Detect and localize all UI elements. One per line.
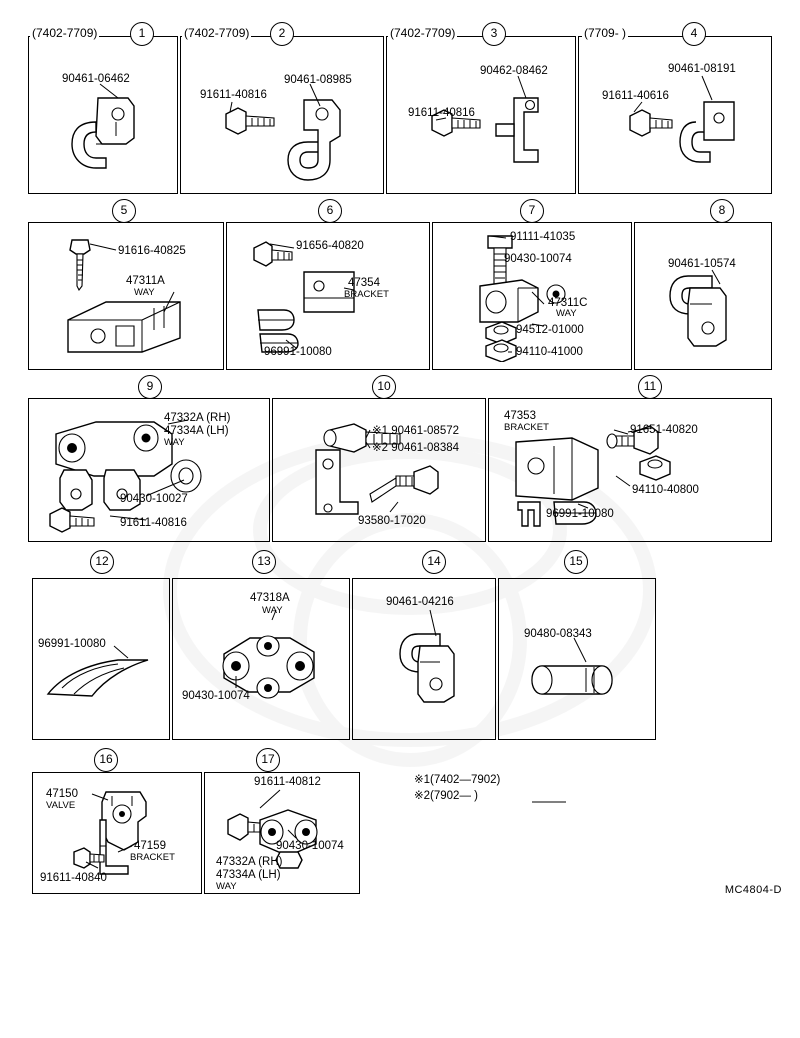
label-g6a: 91656-40820 bbox=[296, 240, 364, 252]
date-range-2: (7402-7709) bbox=[184, 26, 250, 40]
date-range-4: (7709- ) bbox=[584, 26, 627, 40]
label-g12a: 96991-10080 bbox=[38, 638, 106, 650]
label-g9b: 47334A (LH) bbox=[164, 425, 229, 437]
label-g11e: 96991-10080 bbox=[546, 508, 614, 520]
label-g10c: 93580-17020 bbox=[358, 515, 426, 527]
label-g5a: 91616-40825 bbox=[118, 245, 186, 257]
callout-9: 9 bbox=[138, 375, 162, 399]
callout-12: 12 bbox=[90, 550, 114, 574]
label-g7f: 94110-41000 bbox=[516, 346, 583, 358]
callout-14: 14 bbox=[422, 550, 446, 574]
callout-17: 17 bbox=[256, 748, 280, 772]
leader-group-15 bbox=[498, 578, 656, 740]
label-g9a: 47332A (RH) bbox=[164, 412, 231, 424]
label-g7b: 90430-10074 bbox=[504, 253, 572, 265]
label-g3b: 91611-40816 bbox=[408, 107, 475, 119]
label-g2a: 90461-08985 bbox=[284, 74, 352, 86]
label-g14a: 90461-04216 bbox=[386, 596, 454, 608]
callout-11: 11 bbox=[638, 375, 662, 399]
leader-group-4 bbox=[578, 36, 772, 194]
label-g7c: 47311C bbox=[548, 297, 588, 309]
leader-g1a bbox=[28, 36, 178, 194]
date-range-1: (7402-7709) bbox=[32, 26, 98, 40]
callout-3: 3 bbox=[482, 22, 506, 46]
label-g4a: 90461-08191 bbox=[668, 63, 736, 75]
callout-6: 6 bbox=[318, 199, 342, 223]
label-g17d: 47334A (LH) bbox=[216, 869, 281, 881]
footnote-rule bbox=[414, 772, 574, 808]
label-g7e: 94512-01000 bbox=[516, 324, 584, 336]
sheet-code: MC4804-D bbox=[724, 884, 782, 896]
label-g6d: 96991-10080 bbox=[264, 346, 332, 358]
label-g17e: WAY bbox=[216, 881, 237, 892]
leader-group-2 bbox=[180, 36, 384, 194]
label-g13a: 47318A bbox=[250, 592, 290, 604]
label-g6c: BRACKET bbox=[344, 289, 389, 300]
footnote-1: ※1(7402—7902) bbox=[414, 774, 501, 786]
label-g13c: 90430-10074 bbox=[182, 690, 250, 702]
callout-13: 13 bbox=[252, 550, 276, 574]
callout-16: 16 bbox=[94, 748, 118, 772]
label-g8a: 90461-10574 bbox=[668, 258, 736, 270]
label-g13b: WAY bbox=[262, 605, 283, 616]
label-g15a: 90480-08343 bbox=[524, 628, 592, 640]
label-g6b: 47354 bbox=[348, 277, 380, 289]
callout-1: 1 bbox=[130, 22, 154, 46]
label-g1a: 90461-06462 bbox=[62, 73, 130, 85]
label-g17a: 91611-40812 bbox=[254, 776, 321, 788]
leader-group-8 bbox=[634, 222, 772, 370]
label-g4b: 91611-40616 bbox=[602, 90, 669, 102]
label-g16b: VALVE bbox=[46, 800, 76, 811]
label-g16c: 47159 bbox=[134, 840, 166, 852]
callout-8: 8 bbox=[710, 199, 734, 223]
label-g16a: 47150 bbox=[46, 788, 78, 800]
label-g16d: BRACKET bbox=[130, 852, 175, 863]
callout-4: 4 bbox=[682, 22, 706, 46]
label-g17b: 90430-10074 bbox=[276, 840, 344, 852]
label-g5b: 47311A bbox=[126, 275, 165, 287]
label-g2b: 91611-40816 bbox=[200, 89, 267, 101]
label-g11c: 91651-40820 bbox=[630, 424, 698, 436]
label-g11b: BRACKET bbox=[504, 422, 549, 433]
date-range-3: (7402-7709) bbox=[390, 26, 456, 40]
label-g17c: 47332A (RH) bbox=[216, 856, 283, 868]
label-g11d: 94110-40800 bbox=[632, 484, 699, 496]
label-g7d: WAY bbox=[556, 308, 577, 319]
label-g9e: 91611-40816 bbox=[120, 517, 187, 529]
leader-group-12 bbox=[32, 578, 170, 740]
footnote-2: ※2(7902— ) bbox=[414, 790, 478, 802]
callout-15: 15 bbox=[564, 550, 588, 574]
label-g9d: 90430-10027 bbox=[120, 493, 188, 505]
label-g10b: ※2 90461-08384 bbox=[372, 442, 460, 454]
callout-2: 2 bbox=[270, 22, 294, 46]
label-g16e: 91611-40840 bbox=[40, 872, 107, 884]
label-g3a: 90462-08462 bbox=[480, 65, 548, 77]
callout-7: 7 bbox=[520, 199, 544, 223]
callout-5: 5 bbox=[112, 199, 136, 223]
label-g9c: WAY bbox=[164, 437, 185, 448]
label-g7a: 91111-41035 bbox=[510, 231, 576, 243]
label-g10a: ※1 90461-08572 bbox=[372, 425, 460, 437]
callout-10: 10 bbox=[372, 375, 396, 399]
label-g5c: WAY bbox=[134, 287, 155, 298]
label-g11a: 47353 bbox=[504, 410, 536, 422]
